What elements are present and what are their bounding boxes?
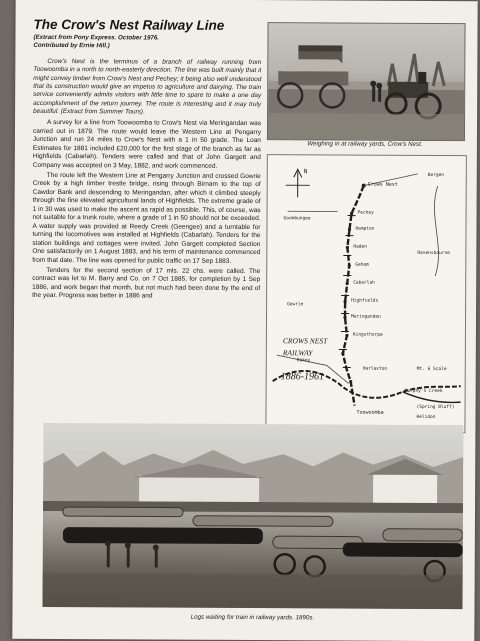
article-paragraph: A survey for a line from Toowoomba to Crow's Nest via Meringandan was carried out in 1879. The route would leave the Western Line at Pengarry Junction and run 24 miles to Crow's Nest with a 1 in 50 grade. The Loan Estimates for 1881 included £20,000 for the first stage of the branch as far as Highfields (Cabarlah). Tenders were called and that of John Gargett and Company was accepted on 3 May, 1882, and work commenced. bbox=[33, 119, 261, 171]
article-source bbox=[33, 34, 261, 50]
map-label-cabarlah: Cabarlah bbox=[353, 280, 375, 286]
weighing-photo-illustration bbox=[268, 23, 465, 140]
map-label-meringandan: Meringandan bbox=[351, 314, 381, 320]
map-title-line1: CROWS NEST bbox=[283, 336, 328, 345]
map-label-harlaxton: Harlaxton bbox=[363, 366, 388, 372]
article-paragraph: Tenders for the second section of 17 mls. 22 chs. were called. The contract was let to M. Barry and Co. on 7 Oct 1885, for completion by 1 Sep 1886, and work began that month, but not much had been done by the end of the year. Progress was better in 1886 and bbox=[32, 267, 260, 302]
map-label-hampton: Hampton bbox=[355, 226, 374, 232]
map-label-crows-nest: Crows Nest bbox=[368, 182, 398, 188]
article-paragraph: The route left the Western Line at Pengarry Junction and crossed Gowrie Creek by a high timber trestle bridge, rising through Birnam to the top of Cawdor Bank and descending to Meringandan, after which it climbed steeply through the fine elevated agricultural lands of Highfields. The extreme grade of 1 in 30 was used to make the ascent as rapid as possible. This, of course, was not suitable for a trunk route, where a grade of 1 in 50 should not be exceeded. A water supply was provided at Reedy Creek (Geengee) and a turntable for turning the locomotives was installed at Highfields (Cabarlah). Tenders for the station buildings and cottages were invited. John Gargett completed Section One satisfactorily on 1 August 1883, and his term of maintenance commenced from that date. The line was opened for public traffic on 17 Sep 1883. bbox=[32, 172, 260, 266]
map-label-spring-bluff: (Spring Bluff) bbox=[417, 404, 455, 410]
article-source-line1: (Extract from Pony Express. October 1976. bbox=[33, 34, 261, 43]
map-label-murphys-creek: Murphy's Creek bbox=[405, 388, 443, 394]
map-label-oakey: Oakey bbox=[297, 357, 311, 363]
map-label-goombungee: Goombungee bbox=[284, 215, 311, 221]
weighing-photo bbox=[267, 22, 466, 141]
magazine-page bbox=[12, 0, 477, 641]
map-years: 1886-1961 bbox=[281, 371, 324, 382]
railway-map-drawing bbox=[266, 155, 465, 432]
article-column bbox=[32, 17, 261, 302]
railway-map bbox=[265, 154, 466, 433]
map-label-ravensbourne: Ravensbourne bbox=[417, 250, 450, 256]
map-label-kingsthorpe: Kingsthorpe bbox=[353, 332, 383, 338]
map-label-gowrie: Gowrie bbox=[287, 301, 304, 307]
map-label-highfields: Highfields bbox=[351, 298, 378, 304]
article-title: The Crow's Nest Railway Line bbox=[34, 17, 262, 33]
bottom-photo-caption: Logs waiting for train in railway yards. 1890s. bbox=[42, 613, 462, 622]
map-title-line2: RAILWAY bbox=[282, 348, 313, 357]
map-label-toowoomba: Toowoomba bbox=[357, 410, 384, 416]
top-photo-caption: Weighing in at railway yards, Crow's Nest. bbox=[267, 140, 463, 148]
map-label-bergen: Bergen bbox=[428, 172, 445, 178]
map-label-scale: Mt. 6 Scale bbox=[417, 366, 447, 372]
article-body bbox=[32, 119, 261, 302]
article-source-line2: Contributed by Ernie Hill.) bbox=[33, 41, 261, 50]
map-label-pechey: Pechey bbox=[358, 210, 375, 216]
logs-photo bbox=[42, 423, 463, 609]
map-label-geham: Geham bbox=[355, 262, 369, 268]
map-north: N bbox=[304, 168, 308, 175]
logs-photo-illustration bbox=[42, 423, 463, 609]
article-intro: Crow's Nest is the terminus of a branch of railway running from Toowoomba in a north to north-easterly direction. The line was built mainly that it might convey timber from Crow's Nest and Pechey; it being also well understood that its construction would give an impetus to agriculture and dairying. The train service conveniently admits visitors with little time to spare to make a one day accomplishment of the return journey. The route is interesting and it may truly beautiful. (Extract from Summer Tours). bbox=[33, 58, 261, 117]
map-label-helidon: Helidon bbox=[416, 414, 435, 420]
map-label-haden: Haden bbox=[353, 244, 367, 250]
